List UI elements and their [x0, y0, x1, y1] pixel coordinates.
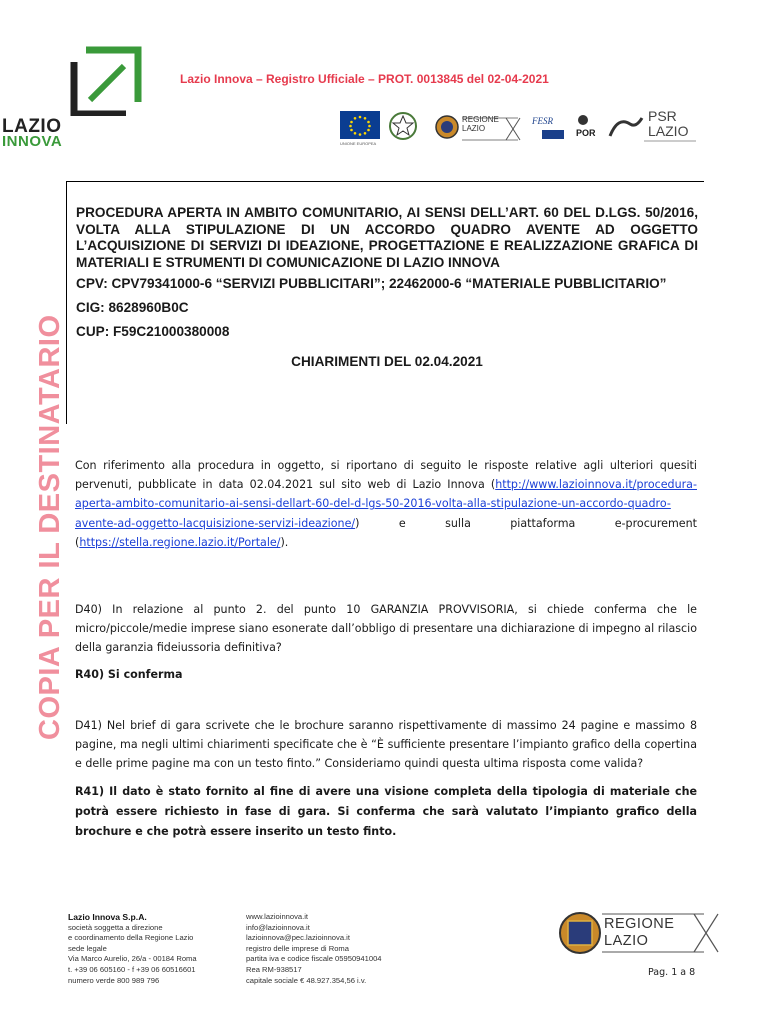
regione-crest-icon — [434, 114, 460, 140]
logo-wordmark-innova: INNOVA — [2, 133, 63, 150]
footer-contact-info — [246, 912, 426, 986]
question-d41: D41) Nel brief di gara scrivete che le brochure saranno rispettivamente di massimo 24 pagine e massimo 8 pagine, ma negli ultimi chiarimenti specificate che è “È sufficiente presentare l’impianto grafico della copertina e delle prime pagine ma con un testo finto.” Consideriamo quindi questa ultima risposta come valida? — [75, 719, 697, 771]
cup-line: CUP: F59C21000380008 — [76, 323, 230, 339]
footer-line: capitale sociale € 48.927.354,56 i.v. — [246, 975, 367, 985]
eu-flag-icon — [340, 111, 380, 139]
por-text: POR — [576, 128, 596, 138]
answer-r40: R40) Si conferma — [75, 668, 183, 681]
lazio-innova-logo — [68, 44, 144, 152]
regione-lazio-small-text: REGIONE LAZIO — [462, 115, 499, 133]
footer-line: partita iva e codice fiscale 05950941004 — [246, 954, 382, 964]
footer-website: www.lazioinnova.it — [246, 912, 309, 921]
lazio-innova-logo-icon — [68, 44, 144, 116]
footer-line: sede legale — [68, 943, 107, 953]
footer-line: società soggetta a direzione — [68, 922, 163, 932]
procedure-title: PROCEDURA APERTA IN AMBITO COMUNITARIO, AI SENSI DELL’ART. 60 DEL D.LGS. 50/2016, VOLTA ALLA STIPULAZIONE DI UN ACCORDO QUADRO AVENTE AD OGGETTO L’ACQUISIZIONE DI SERVIZI DI IDEAZIONE, PROGETTAZIONE E REALIZZAZIONE GRAFICA DI MATERIALI E STRUMENTI DI COMUNICAZIONE DI LAZIO INNOVA — [76, 205, 698, 270]
intro-text: Con riferimento alla procedura in oggetto, si riportano di seguito le risposte relative agli ulteriori quesiti pervenuti, pubblicate in data 02.04.2021 sul sito web di Lazio Innova ( — [75, 459, 697, 492]
footer-pec: lazioinnova@pec.lazioinnova.it — [246, 933, 350, 943]
registry-protocol-line: Lazio Innova – Registro Ufficiale – PROT. 0013845 del 02-04-2021 — [180, 72, 549, 86]
fesr-logo-icon — [528, 112, 568, 142]
question-d40: D40) In relazione al punto 2. del punto 10 GARANZIA PROVVISORIA, si chiede conferma che le micro/piccole/medie imprese siano esonerate dall’obbligo di presentare una dichiarazione di impegno al rilascio della garanzia fideiussoria definitiva? — [75, 603, 697, 655]
copy-watermark: COPIA PER IL DESTINATARIO — [34, 314, 66, 740]
cig-line: CIG: 8628960B0C — [76, 299, 189, 315]
regione-lazio-logo-text — [604, 916, 674, 950]
cpv-line: CPV: CPV79341000-6 “SERVIZI PUBBLICITARI”; 22462000-6 “MATERIALE PUBBLICITARIO” — [76, 276, 667, 292]
psr-lazio-logo-icon — [608, 106, 698, 146]
chiarimenti-heading: CHIARIMENTI DEL 02.04.2021 — [291, 354, 483, 370]
intro-paragraph — [75, 456, 697, 552]
footer-line: e coordinamento della Regione Lazio — [68, 933, 194, 943]
psr-lazio-text: LAZIO — [648, 123, 689, 139]
footer-line: Rea RM-938517 — [246, 964, 302, 974]
stella-portal-link[interactable]: https://stella.regione.lazio.it/Portale/ — [79, 535, 281, 549]
italian-republic-emblem-icon — [388, 110, 418, 142]
logo-wordmark-lazio: LAZIO — [2, 116, 62, 137]
title-box-content — [76, 205, 698, 369]
footer-company-name: Lazio Innova S.p.A. — [68, 912, 147, 922]
partner-logo-strip — [340, 106, 700, 150]
footer-line: registro delle imprese di Roma — [246, 943, 349, 953]
intro-end-text: ). — [280, 535, 289, 549]
intro-mid-text: ) e sulla piattaforma e-procurement ( — [75, 516, 697, 549]
answer-r41: R41) Il dato è stato fornito al fine di avere una visione completa della tipologia di materiale che potrà essere richiesto in fase di gara. Si conferma che sarà valutato l’impianto grafico della brochure e che potrà essere inserito un testo finto. — [75, 785, 697, 838]
footer-line: Via Marco Aurelio, 26/a - 00184 Roma — [68, 954, 197, 964]
eu-caption: UNIONE EUROPEA — [340, 141, 377, 146]
regione-word: REGIONE — [604, 916, 675, 932]
por-logo-icon — [574, 112, 604, 142]
footer-company-info — [68, 912, 238, 986]
footer-line: t. +39 06 605160 - f +39 06 60516601 — [68, 964, 196, 974]
title-box — [66, 181, 704, 424]
fesr-text: FESR — [532, 116, 553, 126]
lazioinnova-procedure-link[interactable]: http://www.lazioinnova.it/procedura-aperta-ambito-comunitario-ai-sensi-dellart-60-del-d-lgs-50-2016-volta-alla-stipulazione-un-accordo-quadro-avente-ad-oggetto-lacquisizione-servizi-ideazione/ — [75, 478, 697, 530]
footer-email: info@lazioinnova.it — [246, 922, 310, 932]
lazio-word: LAZIO — [604, 933, 649, 949]
page-number: Pag. 1 a 8 — [648, 967, 696, 978]
psr-text: PSR — [648, 108, 677, 124]
footer-line: numero verde 800 989 796 — [68, 975, 160, 985]
